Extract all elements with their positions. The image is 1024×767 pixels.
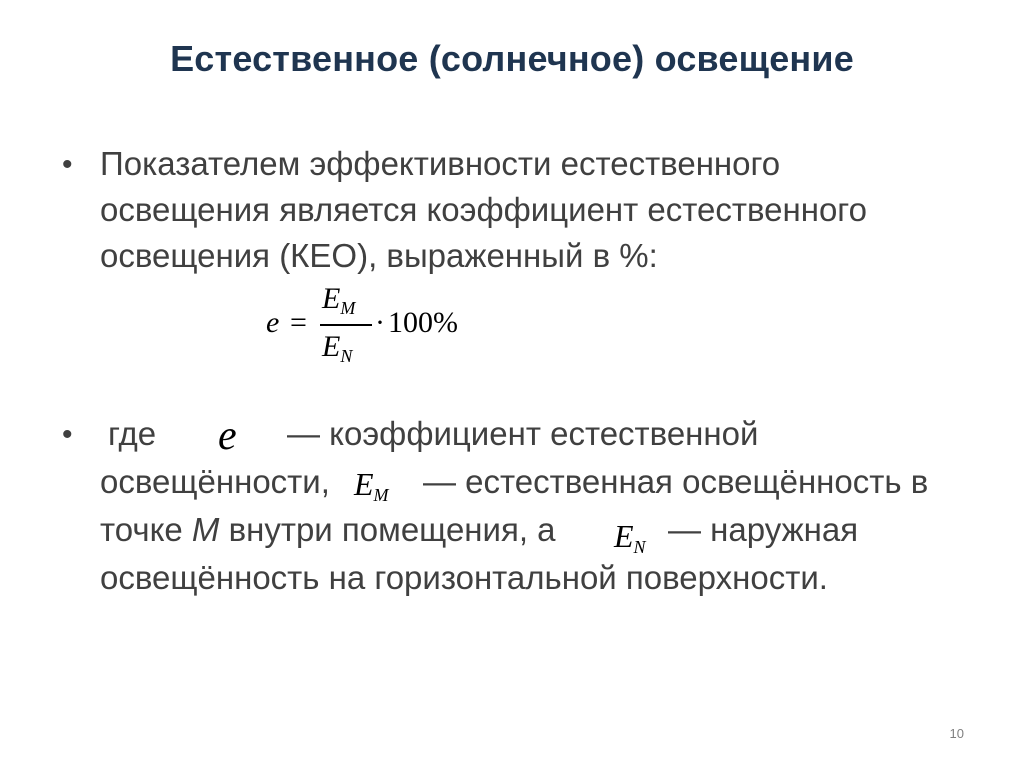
fraction-bar — [320, 324, 372, 326]
bullet2-line1-prefix: где — [108, 415, 157, 452]
bullet1-line1: Показателем эффективности естественного — [100, 145, 781, 182]
bullet2-line3: точке М внутри помещения, а — [100, 511, 556, 548]
bullet2-line4: освещённость на горизонтальной поверхности. — [100, 559, 828, 596]
formula-equals: = — [290, 306, 307, 339]
formula-multiplier: 100% — [388, 306, 458, 339]
formula-numerator: $E_M$ — [322, 282, 356, 318]
symbol-em: $E_M$ — [354, 466, 389, 505]
formula-dot: · — [375, 306, 385, 339]
bullet2-line2-suffix: — естественная освещённость в — [423, 463, 929, 500]
bullet2-line2-prefix: освещённости, — [100, 463, 330, 500]
symbol-en: $E_N$ — [614, 518, 646, 557]
bullet1-line3: освещения (КЕО), выраженный в %: — [100, 237, 658, 274]
bullet-dot: • — [62, 418, 73, 451]
formula-lhs: e — [266, 306, 280, 339]
slide-title: Естественное (солнечное) освещение — [170, 38, 854, 79]
bullet-dot: • — [62, 148, 73, 181]
keo-formula — [262, 282, 492, 382]
formula-denominator: $E_N$ — [322, 330, 353, 366]
bullet1-line2: освещения является коэффициент естественного — [100, 191, 867, 228]
bullet2-line1-suffix: — коэффициент естественной — [287, 415, 759, 452]
bullet2-line3-suffix: — наружная — [668, 511, 859, 548]
symbol-e: e — [218, 413, 237, 459]
page-number: 10 — [949, 726, 964, 741]
